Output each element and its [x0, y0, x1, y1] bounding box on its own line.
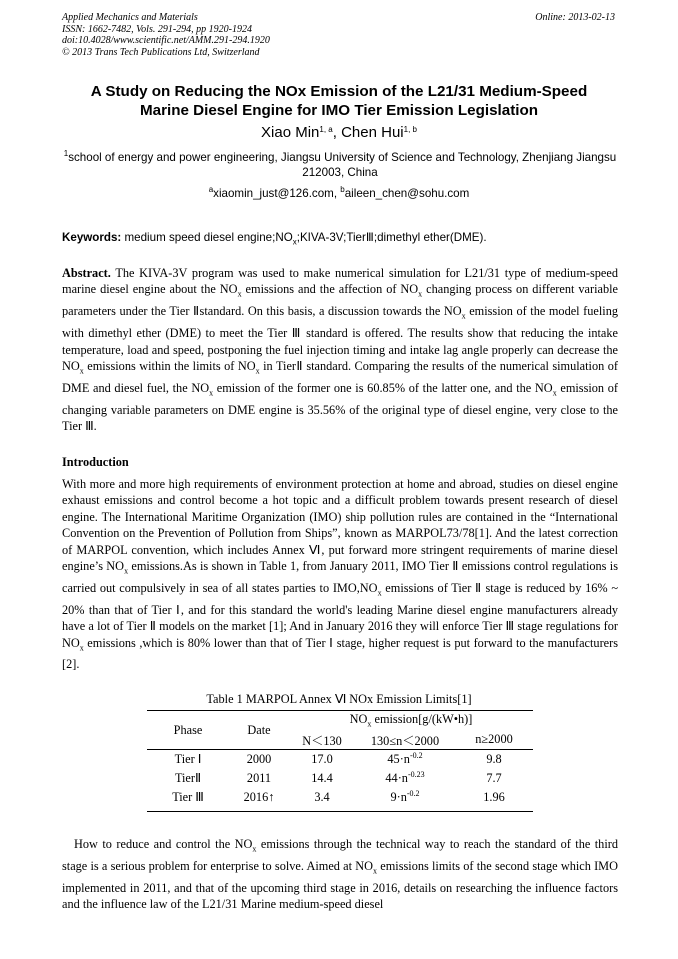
online-date: Online: 2013-02-13 — [535, 12, 615, 23]
paper-title — [40, 82, 638, 120]
body-text: emissions.As is shown in Table 1, from January 2011, IMO Tier Ⅱ emissions control regulations is carried out compulsively in sea of all states parties to IMO,NO — [62, 559, 618, 595]
subscript: x — [418, 289, 423, 299]
subscript: x — [292, 237, 297, 247]
author-list — [40, 124, 638, 142]
col-130-2000: 130≤n＜2000 — [370, 733, 440, 748]
body-text: How to reduce and control the NO — [74, 837, 253, 851]
abstract-label: Abstract. — [62, 266, 111, 280]
emission-limits-table — [147, 710, 533, 812]
copyright: © 2013 Trans Tech Publications Ltd, Switzerland — [62, 46, 260, 58]
author-emails — [40, 186, 638, 201]
author-1: Xiao Min — [261, 124, 320, 141]
cell-limit: 3.4 — [289, 788, 355, 812]
keywords-text-rest: ;KIVA-3V;TierⅢ;dimethyl ether(DME). — [296, 231, 487, 244]
cell-phase: Tier Ⅰ — [147, 750, 229, 770]
cell-limit: 7.7 — [486, 771, 502, 785]
abstract-text: emission of the model fueling with dimethyl ether (DME) to meet the Tier Ⅲ standard is offered. The results show that reducing the intake temperature, load and speed, postponing the fuel injection timing and intake lag angle properly can decrease the NO — [62, 304, 618, 373]
title-line-2: Marine Diesel Engine for IMO Tier Emission Legislation — [139, 102, 539, 119]
cell-limit-formula — [355, 750, 455, 770]
cell-date: 2016↑ — [229, 788, 289, 812]
affiliation-marker: 1 — [63, 149, 69, 158]
subscript: x — [377, 588, 382, 598]
cell-date: 2011 — [246, 771, 272, 785]
cell-limit-formula — [355, 788, 455, 812]
abstract — [62, 265, 618, 434]
affiliation — [62, 150, 618, 180]
closing-paragraph — [62, 836, 618, 913]
email-b: aileen_chen@sohu.com — [344, 187, 470, 200]
abstract-text: changing process on different variable parameters under the Tier Ⅱstandard. On this basis, a discussion towards the NO — [62, 282, 618, 319]
introduction-paragraph — [62, 476, 618, 673]
abstract-text: emission of changing variable parameters on DME engine is 35.56% of the original type of diesel engine, very close to the Tier Ⅲ. — [62, 380, 618, 434]
issn: ISSN: 1662-7482, Vols. 291-294, pp 1920-1924 — [62, 23, 252, 35]
abstract-text: emission of the former one is 60.85% of the latter one, and the NO — [213, 380, 553, 395]
keywords-label: Keywords: — [62, 231, 122, 244]
subscript: x — [461, 311, 466, 321]
subscript: x — [552, 388, 557, 398]
email-a: xiaomin_just@126.com, — [213, 187, 341, 200]
affiliation-text: school of energy and power engineering, Jiangsu University of Science and Technology, Zhenjiang Jiangsu 212003, China — [68, 151, 617, 179]
section-heading-introduction: Introduction — [62, 455, 129, 469]
cell-date: 2000 — [229, 750, 289, 770]
formula-base: 9·n — [390, 790, 407, 804]
cell-limit-formula — [355, 769, 455, 788]
email-a-marker: a — [208, 185, 214, 194]
formula-base: 45·n — [387, 752, 410, 766]
doi: doi:10.4028/www.scientific.net/AMM.291-294.1920 — [62, 35, 270, 46]
col-group-emission — [289, 711, 533, 731]
col-date: Date — [229, 711, 289, 750]
author-1-affil: 1, a — [319, 125, 333, 134]
abstract-text: emissions within the limits of NO — [83, 358, 256, 373]
body-text: emissions limits of the second stage which IMO implemented in 2011, and that of the upcoming third stage in 2016, details on researching the influence factors and the influence law of the L21/31 Marine medium-speed diesel — [62, 858, 618, 912]
cell-phase: TierⅡ — [174, 771, 202, 785]
table-row — [147, 788, 533, 812]
subscript: x — [79, 366, 84, 376]
abstract-text: The KIVA-3V program was used to make numerical simulation for L21/31 type of medium-speed marine diesel engine about the NO — [62, 266, 618, 297]
cell-phase: Tier Ⅲ — [147, 788, 229, 812]
keywords — [62, 230, 618, 249]
email-b-marker: b — [340, 185, 345, 194]
subscript: x — [124, 566, 129, 576]
author-separator: , — [332, 124, 342, 141]
journal-header — [62, 12, 270, 58]
table-caption: Table 1 MARPOL Annex Ⅵ NOx Emission Limits[1] — [206, 692, 472, 706]
title-line-1: A Study on Reducing the NOx Emission of the L21/31 Medium-Speed — [90, 83, 588, 100]
subscript: x — [255, 366, 260, 376]
cell-limit: 14.4 — [311, 771, 333, 785]
keywords-text: medium speed diesel engine;NO — [121, 231, 293, 244]
subscript: x — [252, 844, 257, 854]
journal-name: Applied Mechanics and Materials — [62, 12, 198, 23]
body-text: With more and more high requirements of environment protection at home and abroad, studies on diesel engine exhaust emissions and control become a hot topic and a difficult problem towards present research of diesel engine. The International Maritime Organization (IMO) ship pollution rules are contained in the “International Convention on the Prevention of Pollution from Ships”, known as MARPOL73/78[1]. And the latest correction of MARPOL convention, which includes Annex Ⅵ, put forward more stringent requirements of marine diesel engine’s NO — [62, 477, 618, 574]
author-2: Chen Hui — [341, 124, 404, 141]
formula-exponent: -0.23 — [407, 770, 425, 779]
formula-exponent: -0.2 — [409, 751, 423, 760]
abstract-text: in TierⅡ standard. Comparing the results of the numerical simulation of DME and diesel fuel, the NO — [62, 358, 618, 395]
subscript: x — [373, 866, 378, 876]
col-phase: Phase — [147, 711, 229, 750]
formula-base: 44·n — [385, 771, 408, 785]
col-group-text: NO — [349, 712, 368, 727]
cell-limit: 9.8 — [455, 750, 533, 770]
subscript: x — [209, 388, 214, 398]
col-n-ge-2000: n≥2000 — [475, 732, 513, 746]
table-header-row — [147, 711, 533, 731]
body-text: emissions through the technical way to reach the standard of the third stage is a serious problem for enterprise to solve. Aimed at NO — [62, 837, 618, 873]
cell-limit: 1.96 — [455, 788, 533, 812]
subscript: x — [367, 719, 372, 729]
subscript: x — [79, 643, 84, 653]
cell-limit: 17.0 — [289, 750, 355, 770]
table-row — [147, 769, 533, 788]
table-row — [147, 750, 533, 770]
col-group-text: emission[g/(kW•h)] — [371, 712, 473, 727]
col-n-lt-130: N＜130 — [302, 733, 342, 748]
author-2-affil: 1, b — [403, 125, 417, 134]
formula-exponent: -0.2 — [406, 789, 420, 798]
abstract-text: emissions and the affection of NO — [241, 282, 419, 297]
subscript: x — [237, 289, 242, 299]
body-text: emissions ,which is 80% lower than that of Tier Ⅰ stage, higher request is put forward to the manufacturers [2]. — [62, 635, 618, 672]
body-text: emissions of Tier Ⅱ stage is reduced by 16% ~ 20% than that of Tier Ⅰ, and for this standard the world's leading Marine diesel engine manufacturers already have a lot of Tier Ⅱ models on the market [1]; And in January 2016 they will enforce Tier Ⅲ stage regulations for NO — [62, 580, 618, 650]
